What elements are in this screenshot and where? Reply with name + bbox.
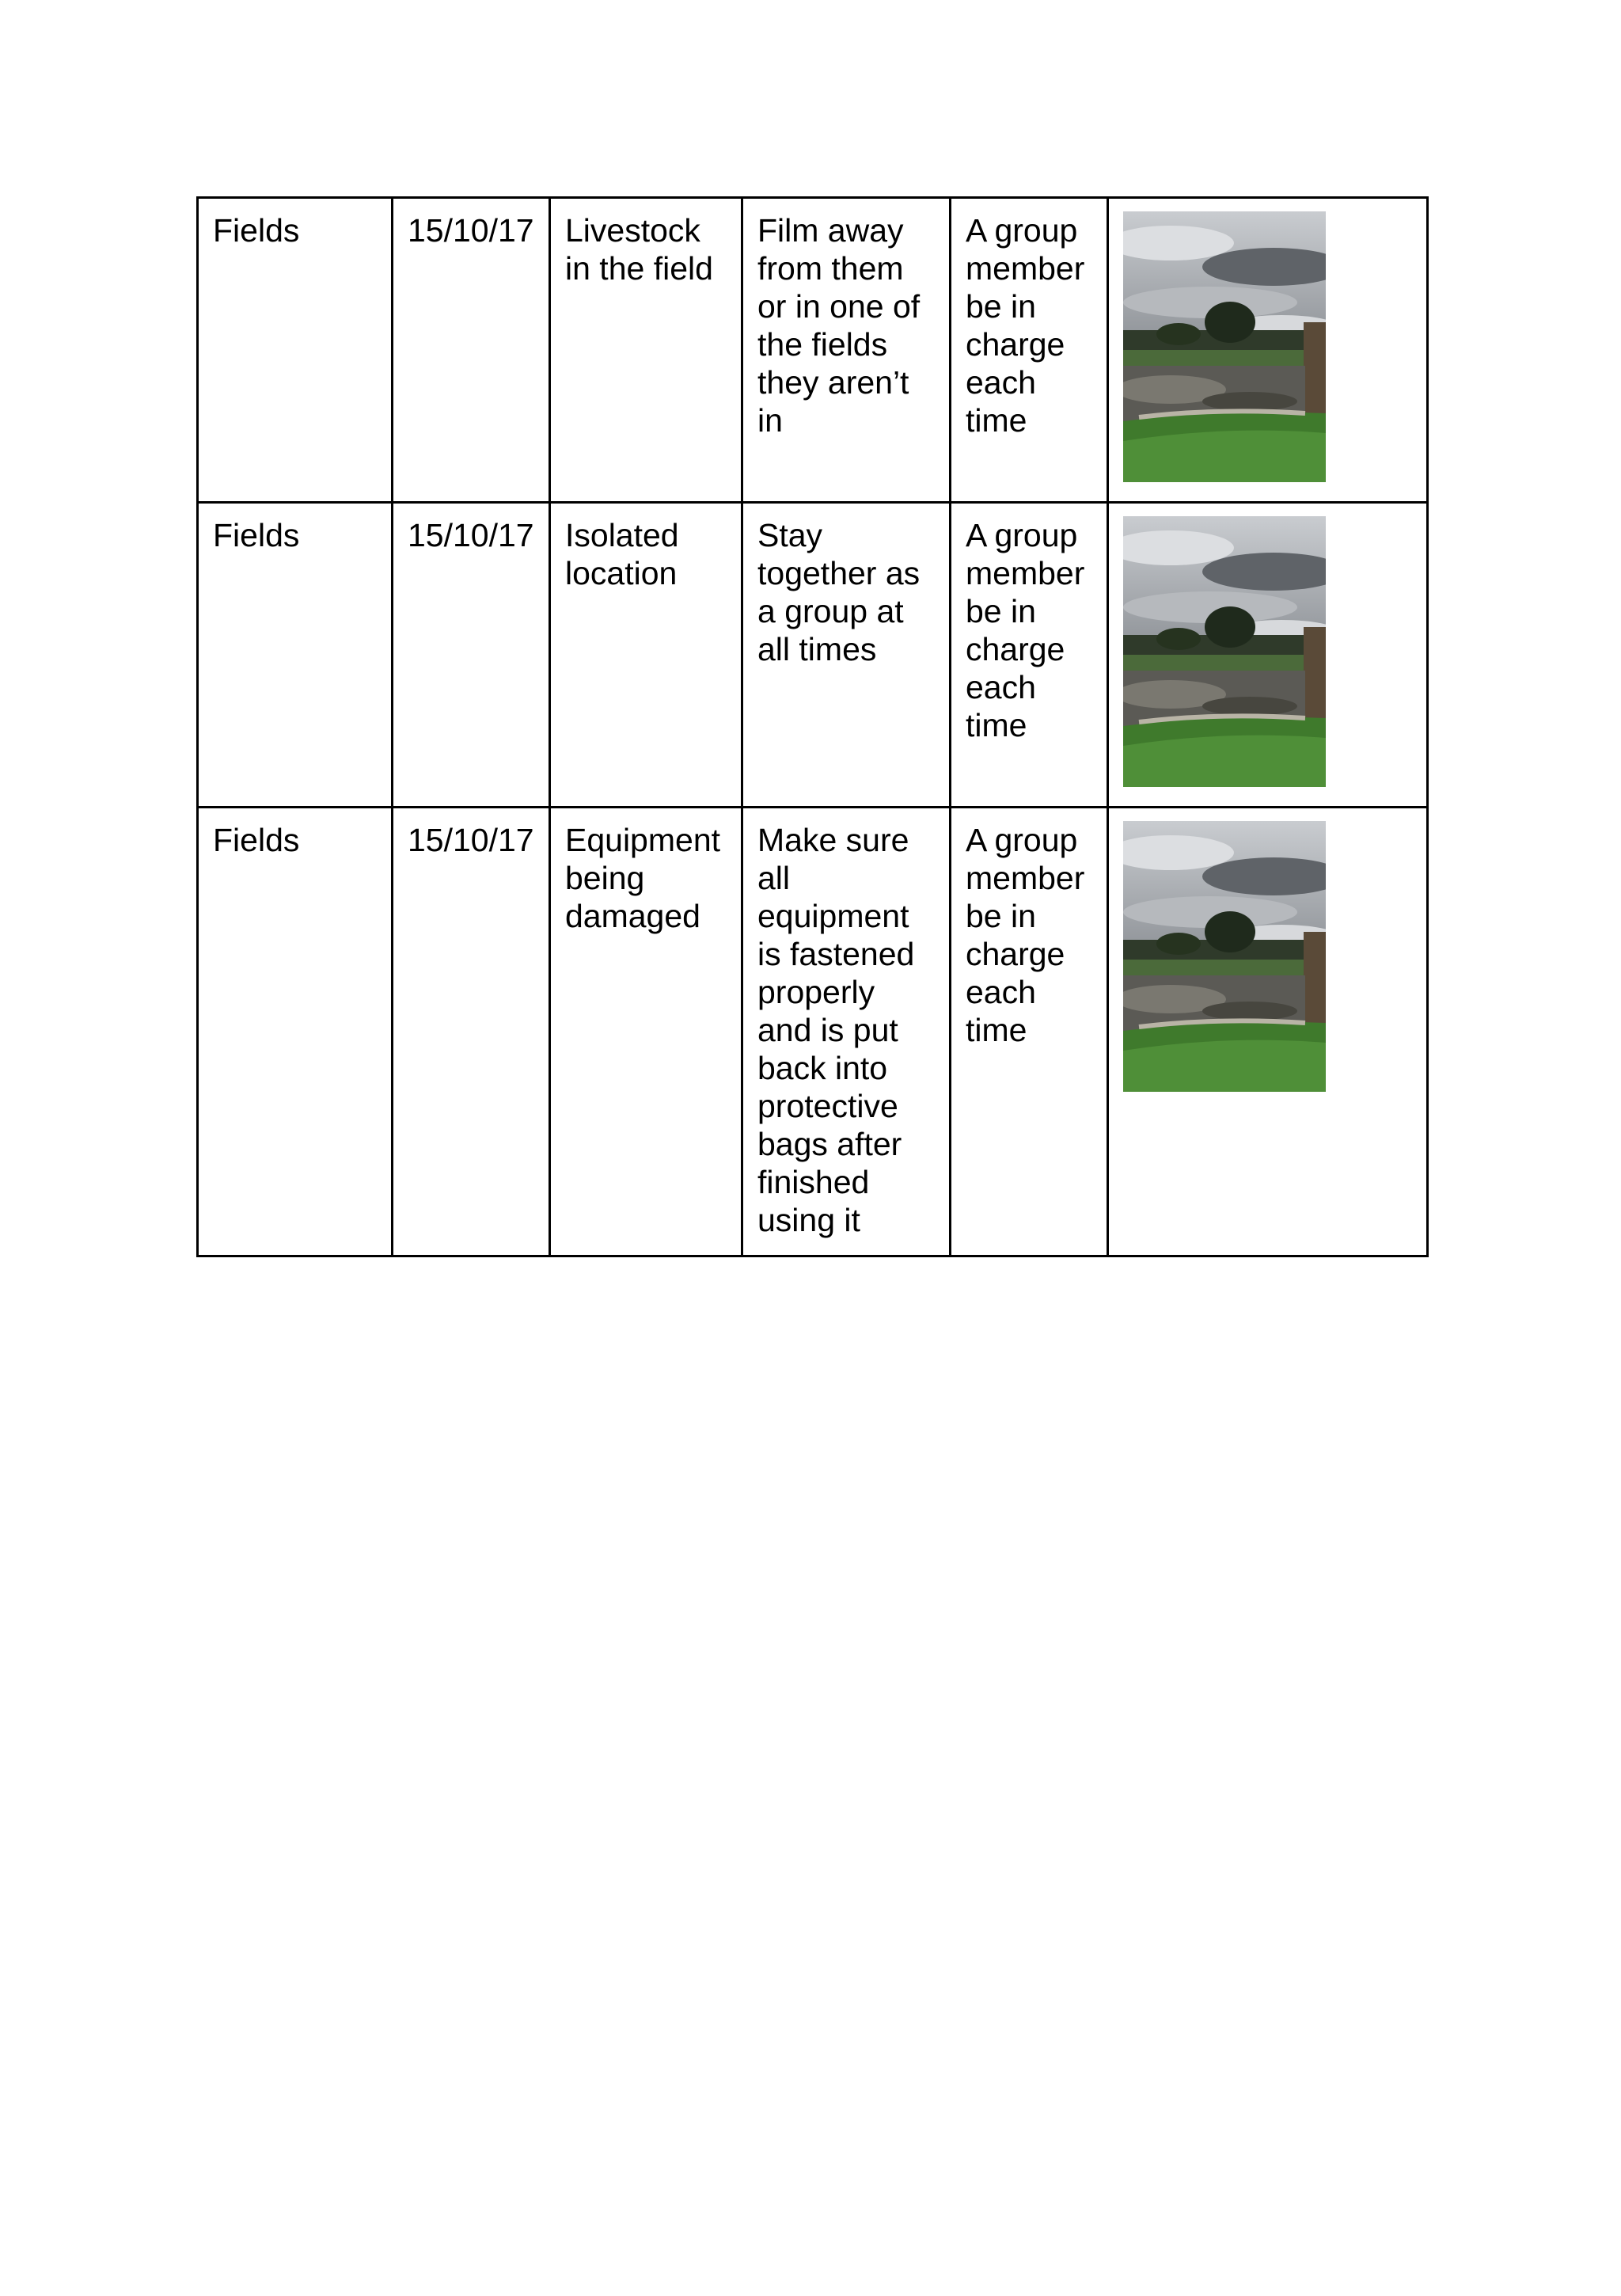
photo-cell	[1108, 198, 1428, 503]
field-photo	[1123, 211, 1326, 482]
responsible-cell: A group member be in charge each time	[951, 503, 1108, 808]
field-photo	[1123, 516, 1326, 787]
hazard-cell: Isolated location	[550, 503, 742, 808]
table-row	[198, 503, 1428, 808]
control-measure-cell: Film away from them or in one of the fields they aren’t in	[742, 198, 951, 503]
date-cell: 15/10/17	[393, 198, 550, 503]
hazard-cell: Livestock in the field	[550, 198, 742, 503]
date-cell: 15/10/17	[393, 503, 550, 808]
location-cell: Fields	[198, 503, 393, 808]
field-photo	[1123, 821, 1326, 1092]
location-cell: Fields	[198, 198, 393, 503]
responsible-cell: A group member be in charge each time	[951, 808, 1108, 1256]
photo-cell	[1108, 503, 1428, 808]
location-cell: Fields	[198, 808, 393, 1256]
table-row	[198, 198, 1428, 503]
control-measure-cell: Make sure all equipment is fastened properly and is put back into protective bags after finished using it	[742, 808, 951, 1256]
responsible-cell: A group member be in charge each time	[951, 198, 1108, 503]
hazard-cell: Equipment being damaged	[550, 808, 742, 1256]
risk-assessment-table	[196, 196, 1429, 1257]
photo-cell	[1108, 808, 1428, 1256]
date-cell: 15/10/17	[393, 808, 550, 1256]
control-measure-cell: Stay together as a group at all times	[742, 503, 951, 808]
table-row	[198, 808, 1428, 1256]
